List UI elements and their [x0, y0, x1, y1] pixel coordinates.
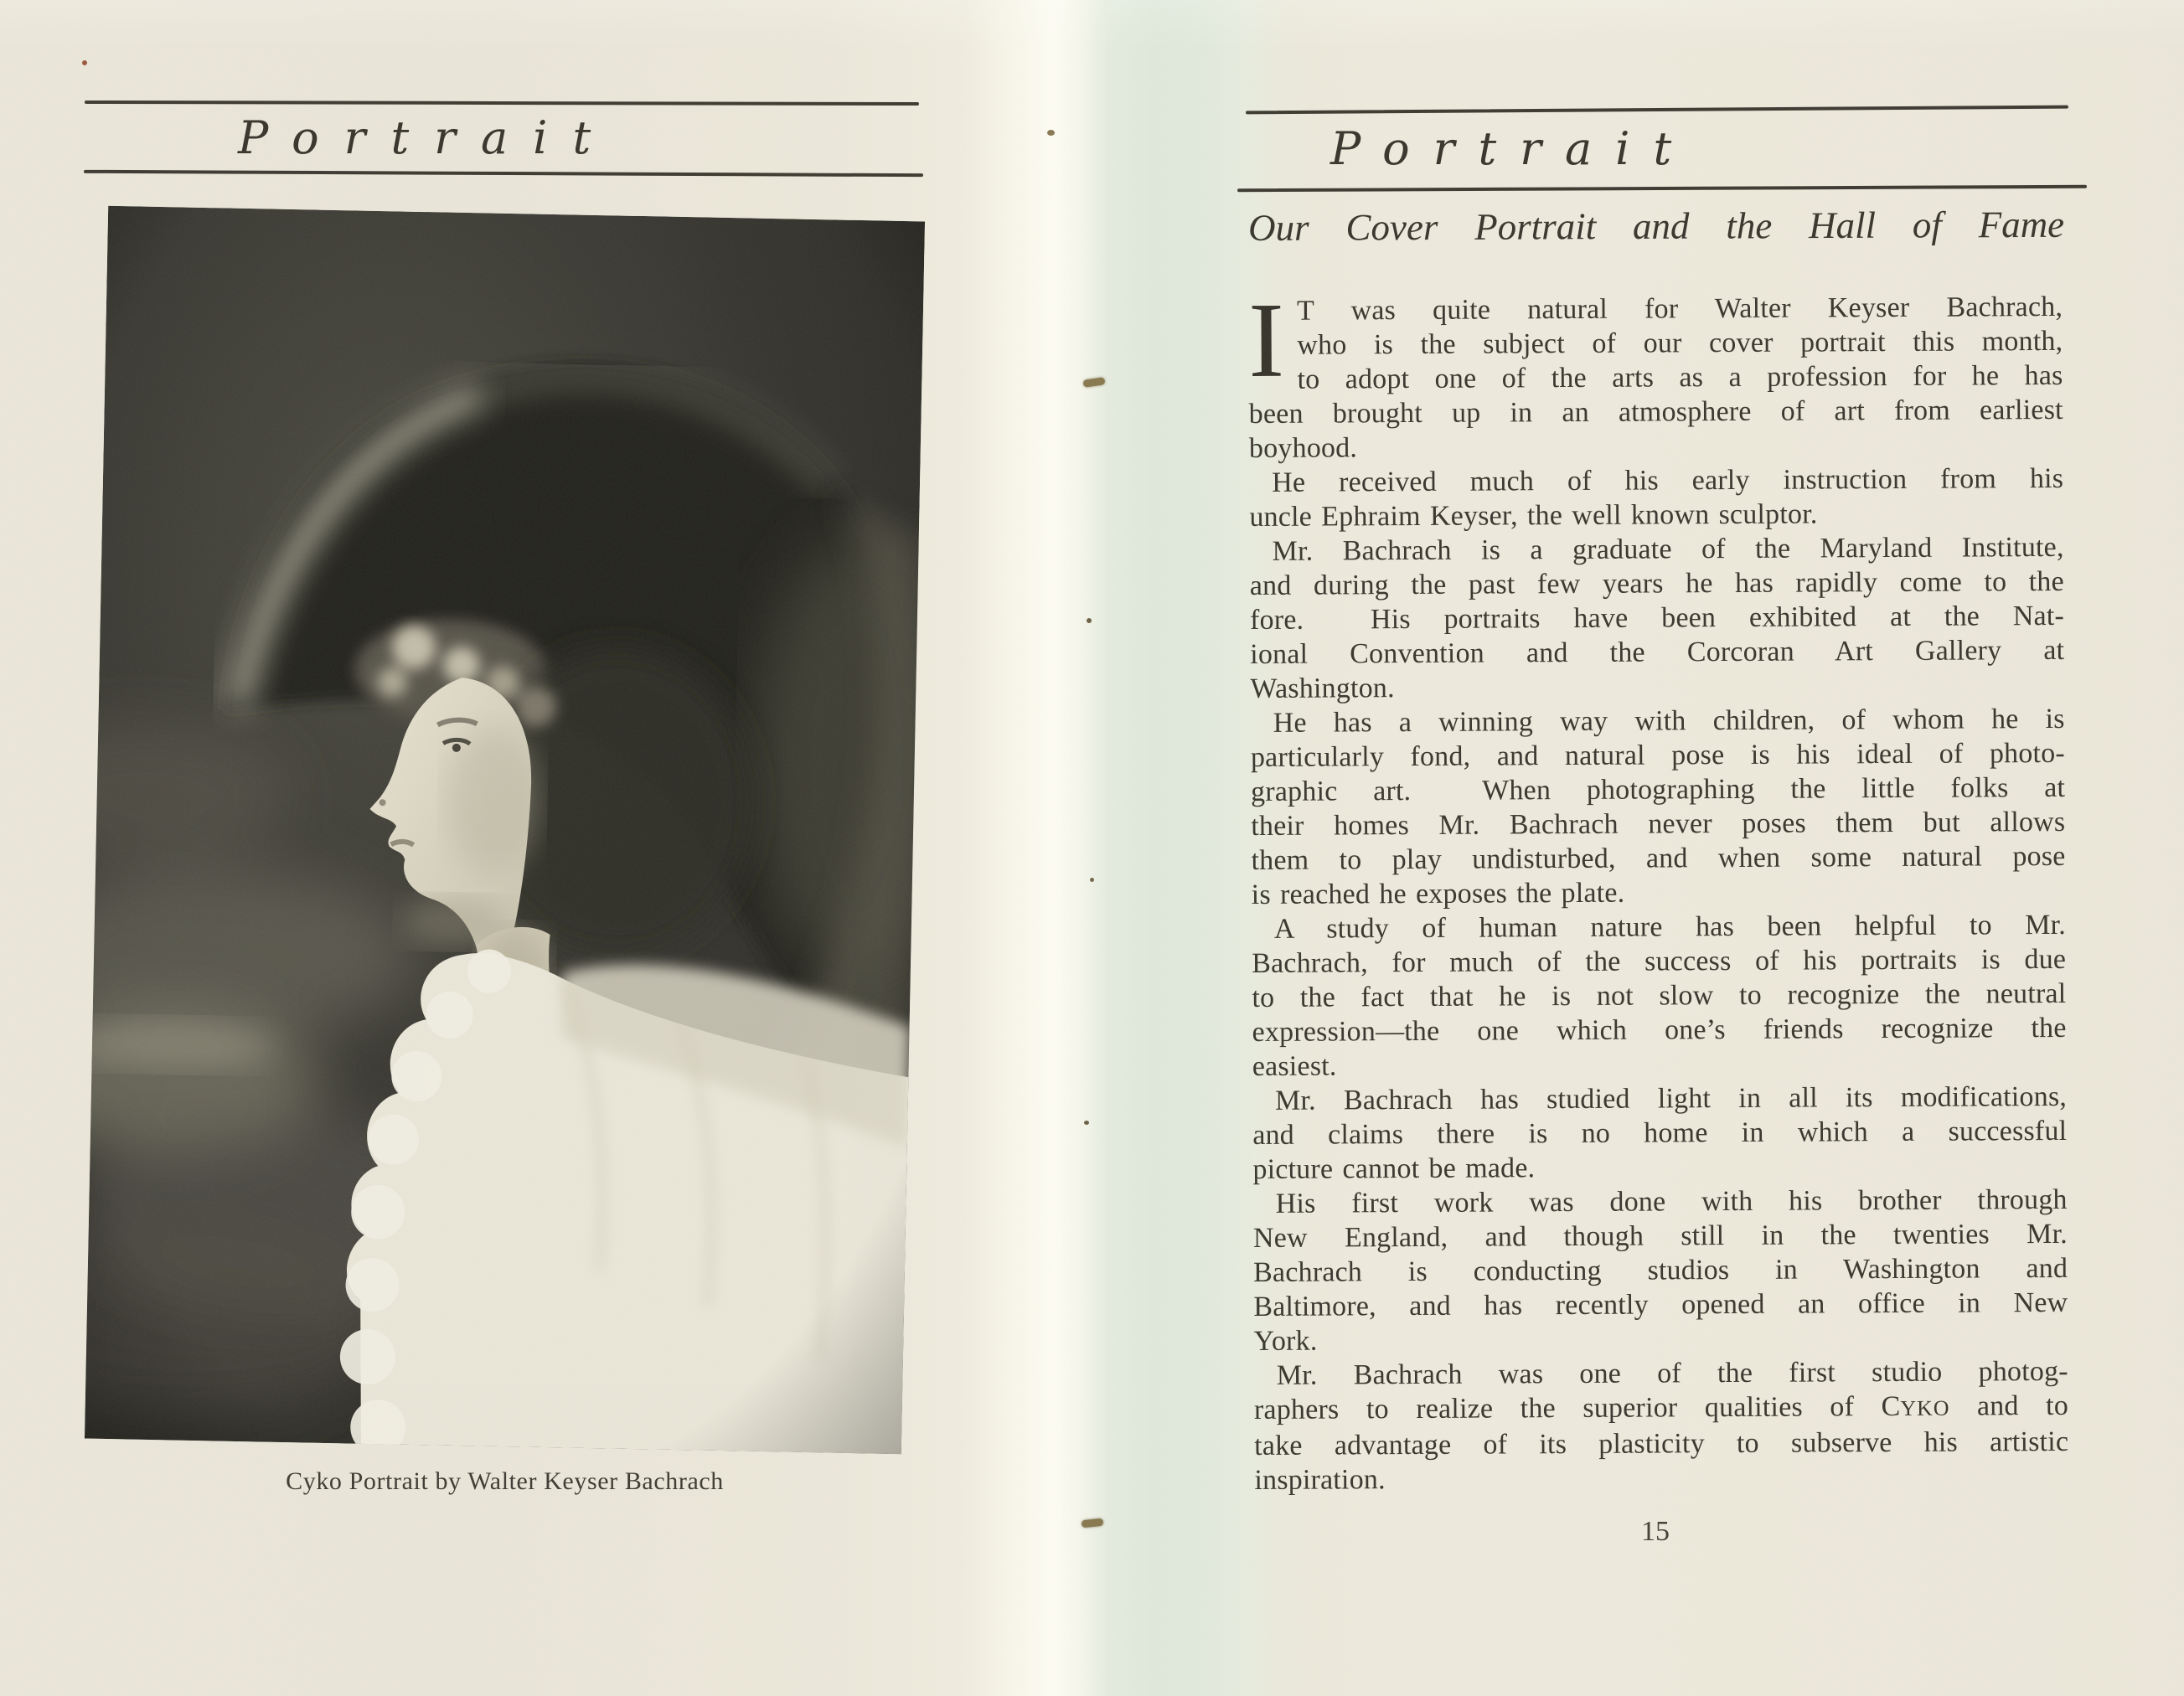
- text-line: expression—the one which one’s friends recognize the: [1252, 1012, 2067, 1048]
- text-line: York.: [1253, 1325, 1318, 1357]
- article-paragraph: [1251, 702, 2066, 912]
- article-paragraph: [1253, 1183, 2068, 1358]
- article-paragraph: [1250, 530, 2065, 706]
- text-line: He has a winning way with children, of whom he is: [1273, 703, 2065, 739]
- article-paragraph: [1249, 461, 2063, 534]
- text-line: He received much of his early instruction from his: [1272, 462, 2064, 498]
- text-line: is reached he exposes the plate.: [1251, 877, 1625, 910]
- right-header-rule-top: [1246, 106, 2068, 115]
- text-line: boyhood.: [1248, 432, 1358, 464]
- text-line: been brought up in an atmosphere of art from earliest: [1248, 394, 2063, 430]
- text-line: uncle Ephraim Keyser, the well known sculptor.: [1249, 498, 1818, 533]
- binding-stitch: [1082, 1518, 1104, 1528]
- text-line: raphers to realize the superior qualities of CYKO and to: [1253, 1389, 2069, 1425]
- left-header-rule-bottom: [84, 170, 923, 177]
- left-page-header-title: Portrait: [238, 111, 617, 164]
- text-line: who is the subject of our cover portrait this month,: [1297, 325, 2063, 361]
- article-title: Our Cover Portrait and the Hall of Fame: [1248, 203, 2065, 249]
- binding-stitch: [1083, 377, 1106, 388]
- text-line: to the fact that he is not slow to recognize the neutral: [1252, 977, 2067, 1013]
- text-line: Bachrach is conducting studios in Washington and: [1253, 1252, 2068, 1288]
- text-line: and claims there is no home in which a successful: [1252, 1115, 2068, 1151]
- text-line: His first work was done with his brother through: [1275, 1183, 2068, 1219]
- text-line: graphic art. When photographing the little folks at: [1251, 771, 2066, 807]
- portrait-photo-illustration: [85, 206, 925, 1454]
- paper-speck: [1087, 618, 1092, 623]
- text-line: their homes Mr. Bachrach never poses them but allows: [1251, 806, 2066, 842]
- text-line: Mr. Bachrach is a graduate of the Maryland Institute,: [1272, 531, 2064, 567]
- text-line: T was quite natural for Walter Keyser Bachrach,: [1297, 291, 2063, 327]
- article-paragraph: [1254, 1354, 2069, 1498]
- text-line: them to play undisturbed, and when some natural pose: [1251, 840, 2066, 876]
- text-line: particularly fond, and natural pose is his ideal of photo-: [1250, 737, 2065, 773]
- text-line: ional Convention and the Corcoran Art Gallery at: [1250, 634, 2065, 670]
- article-body: [1247, 280, 2069, 1498]
- text-line: picture cannot be made.: [1252, 1152, 1536, 1185]
- article-paragraph: [1252, 908, 2067, 1084]
- text-line: Bachrach, for much of the success of his portraits is due: [1252, 943, 2067, 979]
- left-header-rule-top: [85, 101, 919, 106]
- text-line: Mr. Bachrach was one of the first studio photog-: [1276, 1355, 2068, 1391]
- paper-speck: [1090, 878, 1094, 882]
- drop-cap: I: [1247, 280, 1285, 400]
- text-line: New England, and though still in the twenties Mr.: [1252, 1218, 2068, 1254]
- text-line: Washington.: [1250, 673, 1395, 704]
- page-number: 15: [1641, 1516, 1670, 1547]
- article-paragraph: [1252, 1080, 2068, 1187]
- text-line: to adopt one of the arts as a profession for he has: [1297, 359, 2063, 395]
- text-line: A study of human nature has been helpful to Mr.: [1273, 909, 2067, 945]
- text-line: Baltimore, and has recently opened an office in New: [1253, 1286, 2068, 1322]
- text-line: Mr. Bachrach has studied light in all its modifications,: [1274, 1080, 2068, 1116]
- right-page-header-title: Portrait: [1330, 122, 1696, 175]
- paper-speck: [1084, 1121, 1089, 1125]
- paper-speck: [82, 60, 87, 65]
- cyko-smallcaps: YKO: [1900, 1395, 1950, 1420]
- right-header-rule-bottom: [1237, 185, 2087, 192]
- paper-speck: [1047, 130, 1055, 136]
- photo-caption: Cyko Portrait by Walter Keyser Bachrach: [286, 1467, 724, 1495]
- text-line: fore. His portraits have been exhibited at the Nat-: [1249, 600, 2065, 636]
- text-line: and during the past few years he has rapidly come to the: [1249, 565, 2064, 601]
- text-line: easiest.: [1252, 1050, 1337, 1082]
- text-line: take advantage of its plasticity to subserve his artistic: [1254, 1425, 2069, 1461]
- article-paragraph: [1247, 280, 2063, 466]
- text-line: inspiration.: [1254, 1464, 1386, 1496]
- portrait-photo: [85, 206, 925, 1454]
